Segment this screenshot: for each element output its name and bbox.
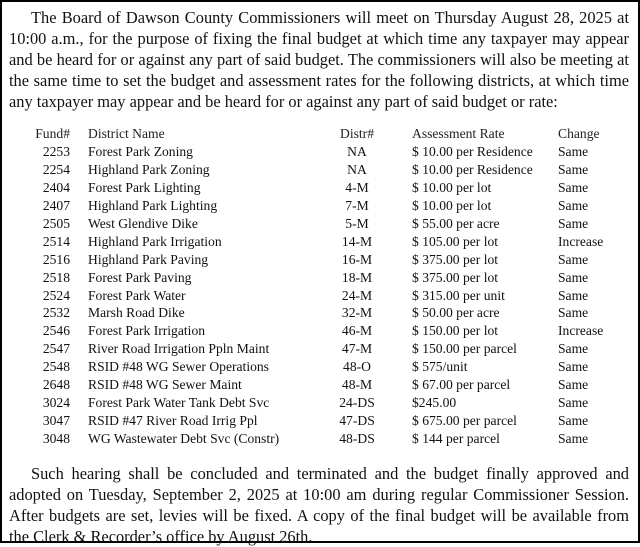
cell-fund: 2518 — [42, 269, 70, 285]
cell-district: Forest Park Lighting — [88, 180, 201, 196]
table-row — [2, 358, 638, 376]
cell-rate: $ 375.00 per lot — [412, 269, 499, 285]
cell-distr: NA — [347, 162, 367, 178]
cell-change: Increase — [558, 323, 604, 339]
cell-distr: 18-M — [341, 269, 373, 285]
cell-district: Forest Park Paving — [88, 269, 192, 285]
cell-district: Forest Park Water — [88, 287, 186, 303]
districts-table — [2, 125, 638, 448]
cell-fund: 2253 — [42, 144, 70, 160]
cell-rate: $ 10.00 per Residence — [412, 144, 533, 160]
table-row — [2, 340, 638, 358]
cell-fund: 2514 — [42, 233, 70, 249]
cell-district: WG Wastewater Debt Svc (Constr) — [88, 430, 280, 446]
cell-fund: 2648 — [42, 376, 70, 392]
cell-change: Same — [558, 215, 589, 231]
cell-rate: $ 10.00 per lot — [412, 198, 492, 214]
cell-change: Same — [558, 144, 589, 160]
header-fund: Fund# — [35, 126, 70, 141]
table-row — [2, 251, 638, 269]
table-row — [2, 412, 638, 430]
cell-fund: 2532 — [42, 305, 70, 321]
cell-change: Same — [558, 394, 589, 410]
cell-rate: $ 150.00 per lot — [412, 323, 499, 339]
cell-district: Marsh Road Dike — [88, 305, 185, 321]
cell-district: Forest Park Water Tank Debt Svc — [88, 394, 270, 410]
cell-fund: 2404 — [42, 180, 70, 196]
cell-rate: $ 10.00 per lot — [412, 180, 492, 196]
table-header — [2, 125, 638, 143]
cell-fund: 2516 — [42, 251, 70, 267]
cell-distr: 16-M — [341, 251, 373, 267]
cell-district: Forest Park Irrigation — [88, 323, 206, 339]
table-row — [2, 394, 638, 412]
cell-fund: 3024 — [42, 394, 70, 410]
cell-change: Same — [558, 198, 589, 214]
cell-district: RSID #48 WG Sewer Maint — [88, 376, 242, 392]
cell-rate: $ 675.00 per parcel — [412, 412, 517, 428]
cell-change: Same — [558, 287, 589, 303]
cell-fund: 3047 — [42, 412, 70, 428]
cell-rate: $ 375.00 per lot — [412, 251, 499, 267]
cell-distr: 24-M — [341, 287, 373, 303]
header-change: Change — [558, 126, 600, 141]
cell-change: Same — [558, 305, 589, 321]
cell-fund: 2407 — [42, 198, 70, 214]
cell-fund: 2546 — [42, 323, 70, 339]
cell-change: Same — [558, 251, 589, 267]
cell-district: RSID #47 River Road Irrig Ppl — [88, 412, 258, 428]
cell-distr: 48-M — [341, 376, 373, 392]
cell-rate: $ 10.00 per Residence — [412, 162, 533, 178]
cell-distr: 14-M — [341, 233, 373, 249]
header-district: District Name — [88, 126, 165, 141]
cell-change: Same — [558, 162, 589, 178]
table-row — [2, 215, 638, 233]
cell-distr: 7-M — [345, 198, 369, 214]
cell-district: Highland Park Irrigation — [88, 233, 222, 249]
closing-paragraph: Such hearing shall be concluded and terminated and the budget finally approved and adopted on Tuesday, September 2, 2025 at 10:00 am during regular Commissioner Session. After budgets are set, levies will be fixed. A copy of the final budget will be available from the Clerk & Recorder’s office by August 26th. — [9, 464, 629, 546]
header-distr: Distr# — [340, 126, 374, 141]
cell-fund: 2524 — [42, 287, 70, 303]
table-body — [2, 143, 638, 447]
cell-rate: $245.00 — [412, 394, 457, 410]
cell-district: West Glendive Dike — [88, 215, 198, 231]
table-row — [2, 430, 638, 448]
cell-change: Same — [558, 412, 589, 428]
cell-district: RSID #48 WG Sewer Operations — [88, 359, 269, 375]
cell-rate: $ 105.00 per lot — [412, 233, 499, 249]
cell-distr: 5-M — [345, 215, 369, 231]
table-row — [2, 269, 638, 287]
cell-fund: 2548 — [42, 359, 70, 375]
table-row — [2, 143, 638, 161]
table-row — [2, 287, 638, 305]
cell-distr: 32-M — [341, 305, 373, 321]
cell-distr: 47-DS — [339, 412, 375, 428]
table-row — [2, 322, 638, 340]
cell-rate: $ 67.00 per parcel — [412, 376, 511, 392]
cell-change: Same — [558, 359, 589, 375]
cell-district: Highland Park Zoning — [88, 162, 210, 178]
cell-change: Same — [558, 430, 589, 446]
cell-district: Highland Park Lighting — [88, 198, 218, 214]
table-row — [2, 179, 638, 197]
cell-district: River Road Irrigation Ppln Maint — [88, 341, 270, 357]
table-row — [2, 304, 638, 322]
cell-distr: 4-M — [345, 180, 369, 196]
cell-distr: 48-DS — [339, 430, 375, 446]
table-row — [2, 161, 638, 179]
cell-fund: 3048 — [42, 430, 70, 446]
cell-district: Forest Park Zoning — [88, 144, 193, 160]
cell-distr: 24-DS — [339, 394, 375, 410]
cell-distr: 48-O — [343, 359, 371, 375]
table-row — [2, 197, 638, 215]
cell-distr: NA — [347, 144, 367, 160]
header-rate: Assessment Rate — [412, 126, 505, 141]
cell-distr: 47-M — [341, 341, 373, 357]
cell-rate: $ 144 per parcel — [412, 430, 500, 446]
cell-distr: 46-M — [341, 323, 373, 339]
cell-rate: $ 50.00 per acre — [412, 305, 500, 321]
cell-change: Same — [558, 180, 589, 196]
cell-change: Same — [558, 269, 589, 285]
table-row — [2, 233, 638, 251]
cell-fund: 2547 — [42, 341, 70, 357]
cell-fund: 2505 — [42, 215, 70, 231]
cell-rate: $ 315.00 per unit — [412, 287, 505, 303]
table-row — [2, 376, 638, 394]
cell-change: Same — [558, 341, 589, 357]
cell-rate: $ 575/unit — [412, 359, 468, 375]
intro-paragraph: The Board of Dawson County Commissioners will meet on Thursday August 28, 2025 at 10:00 a.m., for the purpose of fixing the final budget at which time any taxpayer may appear and be heard for or against any part of said budget. The commissioners will also be meeting at the same time to set the budget and assessment rates for the following districts, at which time any taxpayer may appear and be heard for or against any part of said budget or rate: — [9, 8, 629, 111]
cell-rate: $ 150.00 per parcel — [412, 341, 517, 357]
cell-change: Same — [558, 376, 589, 392]
cell-district: Highland Park Paving — [88, 251, 209, 267]
cell-change: Increase — [558, 233, 604, 249]
cell-rate: $ 55.00 per acre — [412, 215, 500, 231]
cell-fund: 2254 — [42, 162, 70, 178]
